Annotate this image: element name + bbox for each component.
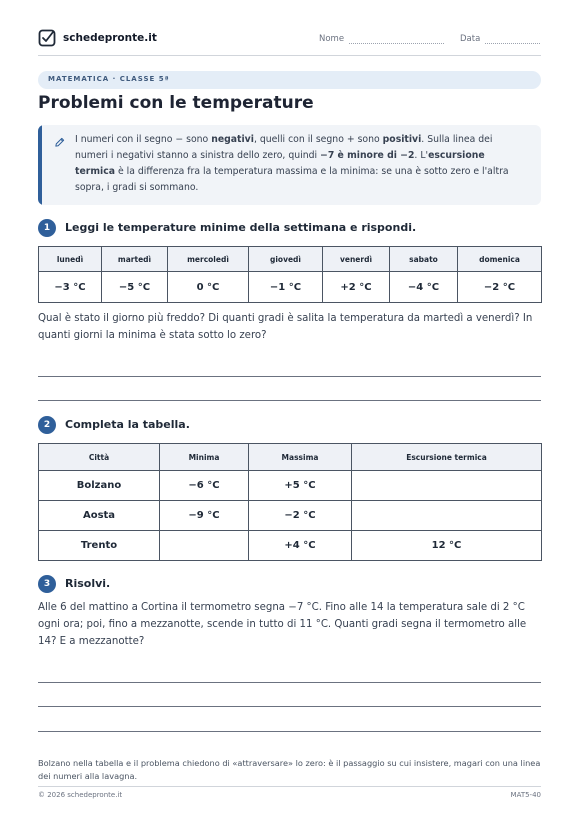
header-divider — [38, 55, 541, 56]
name-dotted-line — [349, 35, 444, 44]
range-cell: 12 °C — [352, 531, 542, 561]
note-text-1: I numeri con il segno − sono — [75, 134, 212, 145]
temperature-cell: −1 °C — [249, 272, 323, 303]
city-cell: Bolzano — [39, 471, 160, 501]
note-text-5: è la differenza fra la temperatura massima e la minima: se una è sotto zero e l'altra sopra, i gradi si sommano. — [75, 166, 509, 193]
col-header-max: Massima — [249, 444, 352, 471]
temperature-cell: −3 °C — [39, 272, 102, 303]
temperature-cell: −2 °C — [458, 272, 542, 303]
table-row — [39, 531, 542, 561]
temperature-cell: +2 °C — [323, 272, 390, 303]
table-row — [39, 501, 542, 531]
note-text — [75, 132, 527, 196]
col-header-city: Città — [39, 444, 160, 471]
copyright: © 2026 schedepronte.it — [38, 791, 123, 799]
temperature-cell: 0 °C — [168, 272, 249, 303]
checkbox-logo-icon — [38, 29, 56, 47]
note-accent-bar — [38, 125, 42, 205]
info-note — [38, 125, 541, 205]
temperature-cell: −5 °C — [102, 272, 168, 303]
days-header-row — [39, 247, 542, 272]
max-cell: +5 °C — [249, 471, 352, 501]
range-answer-cell[interactable] — [352, 471, 542, 501]
section-3-title: Risolvi. — [65, 577, 111, 590]
footer-divider — [38, 786, 541, 787]
day-header: lunedì — [39, 247, 102, 272]
col-header-range: Escursione termica — [352, 444, 542, 471]
min-answer-cell[interactable] — [160, 531, 249, 561]
date-label: Data — [460, 34, 481, 44]
table-row — [39, 471, 542, 501]
day-header: sabato — [390, 247, 458, 272]
note-text-2: , quelli con il segno + sono — [253, 134, 383, 145]
cities-header-row — [39, 444, 542, 471]
date-field[interactable] — [460, 34, 540, 44]
col-header-min: Minima — [160, 444, 249, 471]
day-header: venerdì — [323, 247, 390, 272]
section-3-number: 3 — [38, 575, 56, 593]
teacher-note: Bolzano nella tabella e il problema chiedono di «attraversare» lo zero: è il passaggio su cui insistere, magari con una linea dei numeri alla lavagna. — [38, 758, 541, 781]
city-cell: Trento — [39, 531, 160, 561]
section-1-question: Qual è stato il giorno più freddo? Di quanti gradi è salita la temperatura da martedì a venerdì? In quanti giorni la minima è stata sotto lo zero? — [38, 313, 533, 341]
cities-temperature-table — [38, 443, 542, 561]
note-bold-negativi: negativi — [211, 134, 254, 145]
category-chip — [38, 71, 541, 89]
range-answer-cell[interactable] — [352, 501, 542, 531]
section-2-title: Completa la tabella. — [65, 418, 190, 431]
temperatures-row — [39, 272, 542, 303]
answer-line[interactable] — [38, 376, 541, 377]
answer-line[interactable] — [38, 706, 541, 707]
page-title: Problemi con le temperature — [38, 93, 314, 113]
answer-line[interactable] — [38, 682, 541, 683]
name-label: Nome — [319, 34, 345, 44]
worksheet-code: MAT5-40 — [510, 791, 541, 799]
max-cell: −2 °C — [249, 501, 352, 531]
pencil-icon — [54, 137, 65, 148]
note-bold-escursione: escursione termica — [75, 150, 485, 177]
section-2-number: 2 — [38, 416, 56, 434]
temperature-cell: −4 °C — [390, 272, 458, 303]
min-cell: −6 °C — [160, 471, 249, 501]
max-cell: +4 °C — [249, 531, 352, 561]
brand-name: schedepronte.it — [63, 32, 157, 44]
min-cell: −9 °C — [160, 501, 249, 531]
city-cell: Aosta — [39, 501, 160, 531]
answer-line[interactable] — [38, 731, 541, 732]
weekly-temperature-table — [38, 246, 542, 303]
date-dotted-line — [485, 35, 540, 44]
answer-line[interactable] — [38, 400, 541, 401]
day-header: mercoledì — [168, 247, 249, 272]
day-header: giovedì — [249, 247, 323, 272]
section-1-title: Leggi le temperature minime della settimana e rispondi. — [65, 221, 417, 234]
note-text-3: . Sulla linea dei numeri i negativi stanno a sinistra dello zero, quindi — [75, 134, 493, 161]
section-1-number: 1 — [38, 219, 56, 237]
category-label: MATEMATICA · CLASSE 5ª — [48, 75, 170, 83]
note-bold-positivi: positivi — [382, 134, 422, 145]
day-header: martedì — [102, 247, 168, 272]
note-bold-comparison: −7 è minore di −2 — [320, 150, 415, 161]
header — [38, 29, 541, 49]
name-field[interactable] — [319, 34, 444, 44]
day-header: domenica — [458, 247, 542, 272]
note-text-4: . L' — [414, 150, 429, 161]
section-3-problem: Alle 6 del mattino a Cortina il termometro segna −7 °C. Fino alle 14 la temperatura sale di 2 °C ogni ora; poi, fino a mezzanotte, scende in tutto di 11 °C. Quanti gradi segna il termometro alle 14? E a mezzanotte? — [38, 602, 527, 647]
